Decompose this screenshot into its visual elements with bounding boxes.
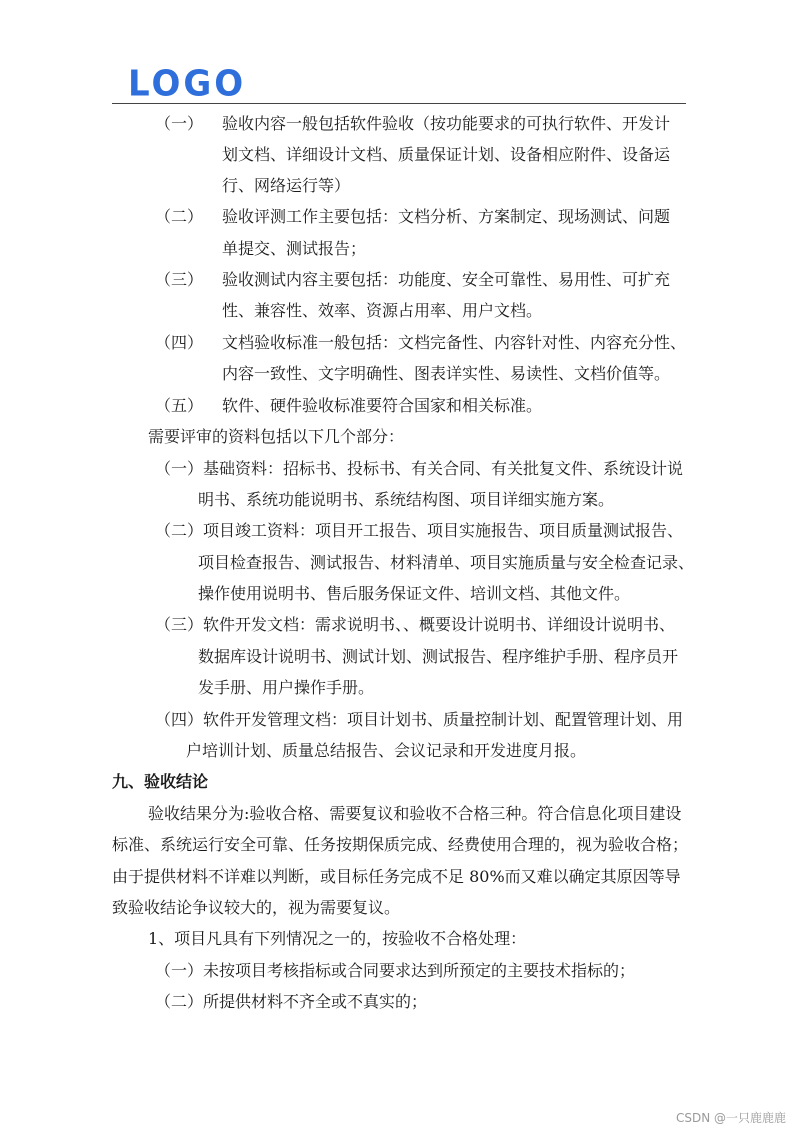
paragraph: 由于提供材料不详难以判断，或目标任务完成不足 80%而又难以确定其原因等导 bbox=[112, 867, 681, 886]
item-text: 文档验收标准一般包括：文档完备性、内容针对性、内容充分性、 bbox=[222, 333, 687, 352]
list-item: （三）软件开发文档：需求说明书、、概要设计说明书、详细设计说明书、 bbox=[155, 615, 676, 634]
item-text: 验收内容一般包括软件验收（按功能要求的可执行软件、开发计 bbox=[222, 114, 671, 133]
item-number: （一） bbox=[155, 114, 204, 133]
list-item: 明书、系统功能说明书、系统结构图、项目详细实施方案。 bbox=[198, 490, 615, 509]
list-item: （二）项目竣工资料：项目开工报告、项目实施报告、项目质量测试报告、 bbox=[155, 521, 684, 540]
item-number: （四） bbox=[155, 333, 204, 352]
list-item: （四）软件开发管理文档：项目计划书、质量控制计划、配置管理计划、用 bbox=[155, 710, 684, 729]
list-item: 操作使用说明书、售后服务保证文件、培训文档、其他文件。 bbox=[198, 584, 631, 603]
paragraph: 标准、系统运行安全可靠、任务按期保质完成、经费使用合理的，视为验收合格； bbox=[112, 835, 689, 854]
item-number: （五） bbox=[155, 396, 204, 415]
paragraph: 1、项目凡具有下列情况之一的，按验收不合格处理： bbox=[148, 929, 527, 948]
item-text: 验收测试内容主要包括：功能度、安全可靠性、易用性、可扩充 bbox=[222, 270, 671, 289]
item-number: （二） bbox=[155, 207, 204, 226]
paragraph: 需要评审的资料包括以下几个部分： bbox=[148, 427, 405, 446]
section-heading: 九、验收结论 bbox=[112, 772, 209, 791]
item-text: 性、兼容性、效率、资源占用率、用户文档。 bbox=[222, 301, 543, 320]
item-text: 验收评测工作主要包括：文档分析、方案制定、现场测试、问题 bbox=[222, 207, 671, 226]
list-item: （一）未按项目考核指标或合同要求达到所预定的主要技术指标的； bbox=[155, 961, 636, 980]
list-item: 户培训计划、质量总结报告、会议记录和开发进度月报。 bbox=[186, 741, 587, 760]
item-text: 内容一致性、文字明确性、图表详实性、易读性、文档价值等。 bbox=[222, 364, 671, 383]
paragraph: 验收结果分为:验收合格、需要复议和验收不合格三种。符合信息化项目建设 bbox=[148, 804, 682, 823]
list-item: （二）所提供材料不齐全或不真实的； bbox=[155, 992, 428, 1011]
paragraph: 致验收结论争议较大的，视为需要复议。 bbox=[112, 898, 401, 917]
list-item: （一）基础资料：招标书、投标书、有关合同、有关批复文件、系统设计说 bbox=[155, 459, 684, 478]
item-text: 行、网络运行等） bbox=[222, 176, 351, 195]
list-item: 数据库设计说明书、测试计划、测试报告、程序维护手册、程序员开 bbox=[198, 647, 679, 666]
list-item: 发手册、用户操作手册。 bbox=[198, 678, 375, 697]
item-text: 软件、硬件验收标准要符合国家和相关标准。 bbox=[222, 396, 543, 415]
list-item: 项目检查报告、测试报告、材料清单、项目实施质量与安全检查记录、 bbox=[198, 553, 695, 572]
item-text: 划文档、详细设计文档、质量保证计划、设备相应附件、设备运 bbox=[222, 145, 671, 164]
logo: LOGO bbox=[128, 63, 247, 105]
item-text: 单提交、测试报告； bbox=[222, 239, 367, 258]
header-rule bbox=[112, 103, 686, 104]
item-number: （三） bbox=[155, 270, 204, 289]
watermark: CSDN @一只鹿鹿鹿 bbox=[675, 1111, 786, 1125]
